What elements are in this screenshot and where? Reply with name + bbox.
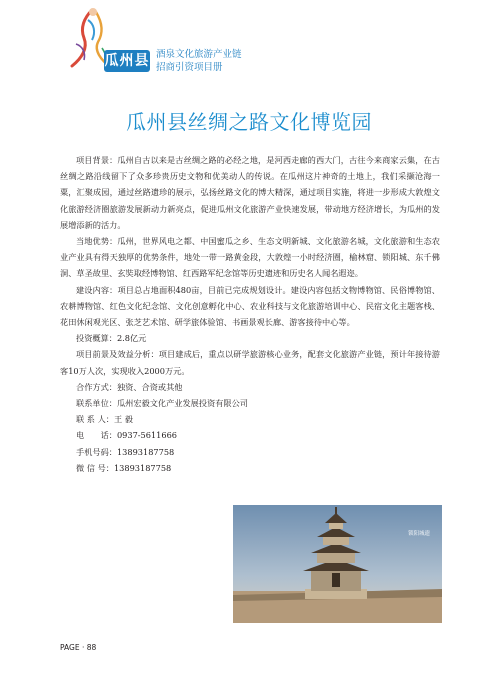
contact-label: 联 系 人： (76, 414, 114, 425)
content-paragraph (60, 282, 440, 331)
page-number: PAGE · 88 (60, 643, 97, 652)
mobile-value: 13893187758 (116, 446, 175, 457)
page-header (0, 0, 498, 82)
project-description (60, 152, 440, 476)
prospect-label: 项目前景及效益分析： (76, 349, 159, 360)
background-paragraph (60, 152, 440, 233)
investment-value: 2.8亿元 (116, 333, 147, 344)
content-text: 项目总占地面积480亩，目前已完成规划设计。建设内容包括文物博物馆、民俗博物馆、农耕博物馆、红色文化纪念馆、文化创意孵化中心、农业科技与文化旅游培训中心、民宿文化主题客栈、花田休闲观光区、张芝艺术馆、研学旅体验馆、书画景观长廊、游客接待中心等。 (60, 284, 440, 328)
brochure-title-line2: 招商引资项目册 (156, 62, 223, 73)
mobile-label: 手机号码： (76, 446, 117, 457)
investment-label: 投资概算： (76, 333, 117, 344)
photo-caption: 锁阳城遗 (407, 531, 431, 537)
wechat-row (60, 460, 440, 476)
advantage-paragraph (60, 233, 440, 282)
page-title: 瓜州县丝绸之路文化博览园 (126, 110, 372, 134)
unit-label: 联系单位： (76, 398, 117, 409)
mobile-row (60, 444, 440, 460)
pagoda-photo (233, 505, 442, 623)
brochure-title (156, 48, 316, 74)
pagoda-scene-image (233, 505, 442, 623)
advantage-label: 当地优势： (76, 236, 118, 247)
unit-row (60, 395, 440, 411)
phone-row (60, 427, 440, 443)
wechat-label: 微 信 号： (76, 462, 114, 473)
contact-row (60, 411, 440, 427)
contact-value: 王 毅 (113, 414, 133, 425)
brochure-title-line1: 酒泉文化旅游产业链 (156, 49, 242, 60)
wechat-value: 13893187758 (113, 462, 172, 473)
coop-label: 合作方式： (76, 381, 117, 392)
prospect-paragraph (60, 346, 440, 378)
phone-label: 电 话： (76, 430, 117, 441)
background-label: 项目背景： (76, 155, 118, 165)
advantage-text: 瓜州，世界风电之都、中国蜜瓜之乡、生态文明新城、文化旅游名城，文化旅游和生态农业产业具有得天独厚的优势条件，地处一带一路黄金段，大敦煌一小时经济圈，榆林窟、锁阳城、东千佛洞、草圣故里、玄奘取经博物馆、红西路军纪念馆等历史遗迹和历史名人闻名遐迩。 (60, 236, 440, 279)
content-label: 建设内容： (76, 284, 118, 295)
coop-value: 独资、合资或其他 (116, 381, 183, 392)
phone-value: 0937-5611666 (116, 430, 178, 441)
unit-value: 瓜州宏毅文化产业发展投资有限公司 (116, 398, 248, 409)
investment-row (60, 330, 440, 346)
coop-row (60, 379, 440, 395)
background-text: 瓜州自古以来是古丝绸之路的必经之地，是河西走廊的西大门，古往今来商家云集，在古丝绸之路沿线留下了众多珍贵历史文物和优美动人的传说。在瓜州这片神奇的土地上，我们采撷沧海一粟，汇聚成园，通过丝路遗珍的展示，弘扬丝路文化的博大精深，通过项目实施，将进一步形成大敦煌文化旅游经济圈旅游发展新动力新亮点，促进瓜州文化旅游产业快速发展，带动地方经济增长，为瓜州的发展增添新的活力。 (60, 155, 440, 230)
prospect-text: 项目建成后，重点以研学旅游核心业务，配套文化旅游产业链，预计年接待游客10万人次，实现收入2000万元。 (60, 349, 440, 376)
county-badge: 瓜州县 (104, 50, 150, 72)
